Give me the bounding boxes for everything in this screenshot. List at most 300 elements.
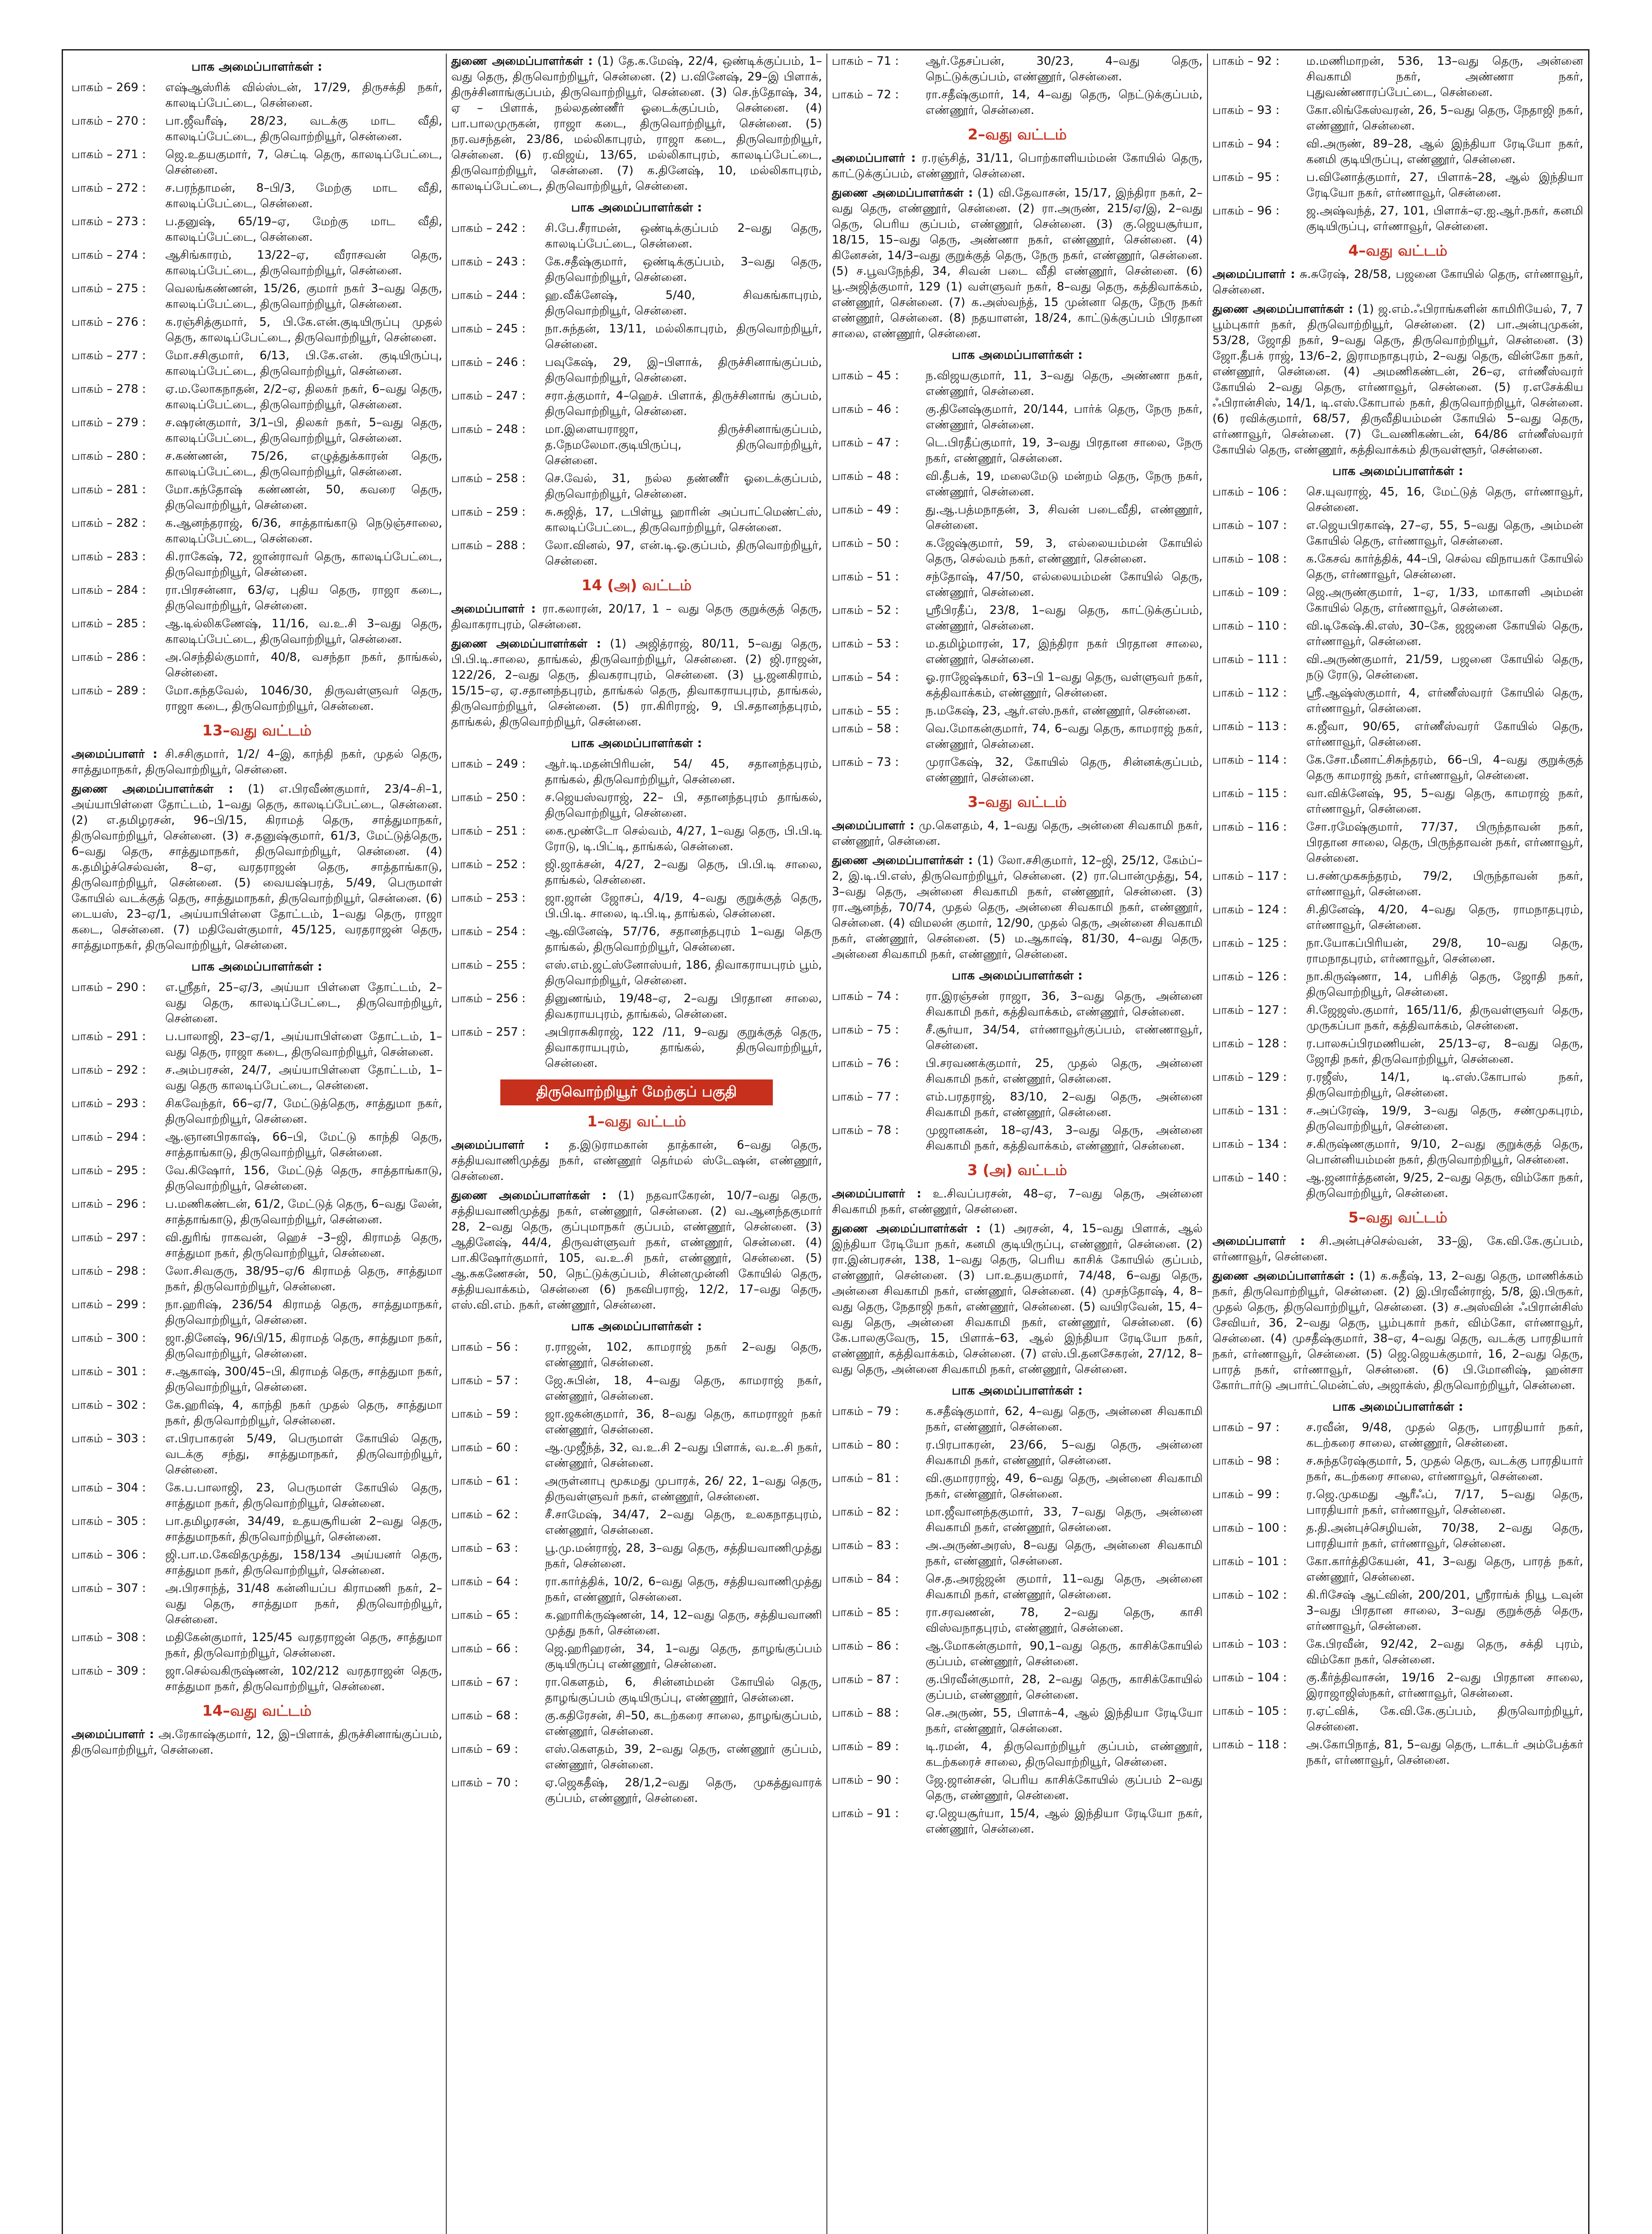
booth-organizer: ஆ.ஞானபிரகாஷ், 66–பி, மேட்டு காந்தி தெரு, சாத்தாங்காடு, திருவொற்றியூர், சென்னை.	[165, 1130, 442, 1159]
booth-organizer: மதிகேன்குமார், 125/45 வரதராஜன் தெரு, சாத்துமா நகர், திருவொற்றியூர், சென்னை.	[165, 1631, 442, 1660]
booth-entry	[71, 583, 442, 614]
booth-entry	[71, 348, 442, 379]
booth-organizer: கு.கதிரேசன், சி–50, கடற்கரை சாலை, தாழங்குப்பம், எண்ணூர், சென்னை.	[545, 1709, 822, 1738]
booth-number: பாகம் – 293 :	[71, 1097, 146, 1110]
booth-organizer: ப.சண்முகசுந்தரம், 79/2, பிருந்தாவன் நகர், எர்ணாவூர், சென்னை.	[1306, 869, 1583, 899]
booth-organizer: ஜெ.உதயகுமார், 7, செட்டி தெரு, காலடிப்பேட்டை, சென்னை.	[165, 148, 442, 177]
booth-number: பாகம் – 117 :	[1212, 869, 1287, 883]
booth-organizer: செ.யுவராஜ், 45, 16, மேட்டுத் தெரு, எர்ணாவூர், சென்னை.	[1306, 485, 1583, 514]
booth-entry	[71, 80, 442, 111]
booth-number: பாகம் – 81 :	[832, 1472, 899, 1485]
organizer-role-label: அமைப்பாளர் :	[451, 602, 536, 616]
ward-heading: 14–வது வட்டம்	[202, 1702, 312, 1719]
booth-entry	[1212, 1003, 1583, 1034]
booth-organizer: ச.ஷரன்குமார், 3/1–பி, திலகர் நகர், 5–வது தெரு, காலடிப்பேட்டை, திருவொற்றியூர், சென்னை.	[165, 416, 442, 445]
booth-organizer: கே.சதீஷ்குமார், ஒண்டிக்குப்பம், 3–வது தெரு, திருவொற்றியூர், சென்னை.	[545, 255, 822, 284]
booth-number: பாகம் – 84 :	[832, 1572, 899, 1586]
section-subheading: பாக அமைப்பாளர்கள் :	[571, 1319, 702, 1333]
ward-heading: 1–வது வட்டம்	[587, 1113, 686, 1130]
booth-number: பாகம் – 282 :	[71, 517, 146, 530]
booth-organizer: ஆர்.டி.மதன்பிரியன், 54/ 45, சதானந்தபுரம், தாங்கல், திருவொற்றியூர், சென்னை.	[545, 757, 822, 786]
organizer-role-label: அமைப்பாளர் :	[71, 1728, 154, 1741]
booth-number: பாகம் – 47 :	[832, 436, 899, 449]
booth-entry	[451, 957, 822, 989]
booth-organizer: அ.பிரசாந்த், 31/48 கன்னியப்ப கிராமணி நகர், 2–வது தெரு, சாத்துமா நகர், திருவொற்றியூர், சென்னை.	[165, 1582, 442, 1626]
booth-entry	[451, 254, 822, 286]
section-subheading: பாக அமைப்பாளர்கள் :	[952, 969, 1083, 983]
organizer-role-label: துணை அமைப்பாளர்கள் :	[451, 1189, 607, 1202]
booth-entry	[832, 1705, 1203, 1737]
booth-organizer: சோ.ரமேஷ்குமார், 77/37, பிருந்தாவன் நகர், பிரதான சாலை, தெரு, பிருந்தாவன் நகர், எர்ணாவூர், சென்னை.	[1306, 820, 1583, 865]
booth-organizer: வி.துரிங் ராகவன், ஹெச் –3–ஜி, கிராமத் தெரு, சாத்துமா நகர், திருவொற்றியூர், சென்னை.	[165, 1231, 442, 1260]
booth-number: பாகம் – 107 :	[1212, 519, 1287, 532]
booth-organizer: எஷ்ஆஸ்ரிக் வில்ஸ்டன், 17/29, திருசக்தி நகர், காலடிப்பேட்டை, சென்னை.	[165, 81, 442, 110]
booth-number: பாகம் – 251 :	[451, 824, 526, 838]
booth-entry	[1212, 170, 1583, 201]
organizer-text: சு.சுரேஷ், 28/58, பஜனை கோயில் தெரு, எர்ணாவூர், சென்னை.	[1212, 268, 1583, 297]
booth-number: பாகம் – 75 :	[832, 1023, 899, 1037]
booth-organizer: வெலங்கண்ணன், 15/26, குமார் நகர் 3–வது தெரு, காலடிப்பேட்டை, திருவொற்றியூர், சென்னை.	[165, 282, 442, 311]
booth-number: பாகம் – 253 :	[451, 891, 526, 905]
organizer-role-label: துணை அமைப்பாளர்கள் :	[832, 186, 973, 200]
booth-organizer: கு.பிரவீன்குமார், 28, 2–வது தெரு, காசிக்கோயில் குப்பம், எண்ணூர், சென்னை.	[926, 1673, 1203, 1702]
booth-entry	[71, 1062, 442, 1094]
booth-number: பாகம் – 291 :	[71, 1030, 146, 1043]
booth-organizer: க.ரஞ்சித்குமார், 5, பி.கே.என்.குடியிருப்பு முதல் தெரு, காலடிப்பேட்டை, திருவொற்றியூர், சென்னை.	[165, 315, 442, 344]
booth-number: பாகம் – 100 :	[1212, 1521, 1287, 1535]
booth-organizer: ரா.சரவணன், 78, 2–வது தெரு, காசி விஸ்வநாதபுரம், எண்ணூர், சென்னை.	[926, 1606, 1203, 1635]
booth-number: பாகம் – 104 :	[1212, 1671, 1287, 1684]
booth-entry	[832, 402, 1203, 433]
booth-entry	[451, 790, 822, 821]
organizer-role-label: அமைப்பாளர் :	[1212, 268, 1296, 281]
booth-number: பாகம் – 290 :	[71, 981, 146, 994]
booth-number: பாகம் – 245 :	[451, 322, 526, 336]
booth-number: பாகம் – 97 :	[1212, 1421, 1280, 1434]
booth-number: பாகம் – 58 :	[832, 722, 899, 735]
booth-entry	[451, 1608, 822, 1639]
booth-number: பாகம் – 92 :	[1212, 55, 1280, 68]
booth-organizer: ச.கிருஷ்ணகுமார், 9/10, 2–வது குறுக்குத் தெரு, பொன்னியம்மன் நகர், திருவொற்றியூர், சென்னை.	[1306, 1138, 1583, 1167]
booth-number: பாகம் – 88 :	[832, 1706, 899, 1720]
organizer-paragraph	[832, 1221, 1203, 1377]
booth-number: பாகம் – 65 :	[451, 1608, 519, 1622]
booth-entry	[451, 355, 822, 386]
booth-number: பாகம் – 72 :	[832, 88, 899, 101]
booth-entry	[832, 1504, 1203, 1536]
booth-organizer: லோ.வினல், 97, என்.டி.ஓ.குப்பம், திருவொற்றியூர், சென்னை.	[545, 539, 822, 568]
organizer-paragraph	[1212, 302, 1583, 458]
booth-organizer: ம.தமிழ்மாரன், 17, இந்திரா நகர் பிரதான சாலை, எண்ணூர், சென்னை.	[926, 637, 1203, 666]
organizer-text: ரா.கலாரன், 20/17, 1 – வது தெரு குறுக்குத் தெரு, திவாகராபுரம், சென்னை.	[451, 602, 822, 631]
booth-organizer: த.தி.அன்புச்செழியன், 70/38, 2–வது தெரு, பாரதியார் நகர், எர்ணாவூர், சென்னை.	[1306, 1521, 1583, 1550]
booth-entry	[71, 650, 442, 681]
booth-organizer: கே.சோ.மீனாட்சிசுந்தரம், 66–பி, 4–வது குறுக்குத் தெரு காமராஜ் நகர், எர்ணாவூர், சென்னை.	[1306, 753, 1583, 782]
booth-number: பாகம் – 54 :	[832, 671, 899, 684]
booth-number: பாகம் – 80 :	[832, 1438, 899, 1452]
booth-entry	[1212, 786, 1583, 817]
booth-organizer: மா.இளையராஜா, திருச்சினாங்குப்பம், த.நேமலேமா.குடியிருப்பு, திருவொற்றியூர், சென்னை.	[545, 423, 822, 467]
booth-organizer: ஜா.தினேஷ், 96/பி/15, கிராமத் தெரு, சாத்துமா நகர், திருவொற்றியூர், சென்னை.	[165, 1331, 442, 1361]
booth-entry	[832, 989, 1203, 1020]
booth-organizer: ர.பாலசுப்பிரமணியன், 25/13–ஏ, 8–வது தெரு, ஜோதி நகர், திருவொற்றியூர், சென்னை.	[1306, 1037, 1583, 1066]
booth-number: பாகம் – 46 :	[832, 403, 899, 416]
organizer-role-label: அமைப்பாளர் :	[832, 819, 914, 832]
booth-entry	[1212, 203, 1583, 235]
booth-entry	[451, 1708, 822, 1739]
booth-organizer: வி.தீபக், 19, மலைமேடு மன்றம் தெரு, நேரு நகர், எண்ணூர், சென்னை.	[926, 470, 1203, 499]
booth-number: பாகம் – 272 :	[71, 181, 146, 195]
booth-number: பாகம் – 52 :	[832, 604, 899, 617]
booth-organizer: சி.ஜேஜஸ்.குமார், 165/11/6, திருவள்ளுவர் தெரு, முருகப்பா நகர், கத்திவாக்கம், சென்னை.	[1306, 1004, 1583, 1033]
booth-number: பாகம் – 134 :	[1212, 1138, 1287, 1151]
booth-number: பாகம் – 48 :	[832, 470, 899, 483]
booth-entry	[71, 1264, 442, 1295]
booth-entry	[71, 616, 442, 647]
organizer-paragraph	[832, 1186, 1203, 1218]
booth-number: பாகம் – 292 :	[71, 1063, 146, 1077]
booth-entry	[71, 1630, 442, 1661]
booth-organizer: ரா.சதீஷ்குமார், 14, 4–வது தெரு, நெட்டுக்குப்பம், எண்ணூர், சென்னை.	[926, 88, 1203, 117]
booth-entry	[71, 1029, 442, 1060]
booth-entry	[832, 435, 1203, 466]
booth-number: பாகம் – 302 :	[71, 1398, 146, 1412]
organizer-text: சி.அன்புச்செல்வன், 33–இ, கே.வி.கே.குப்பம், எர்ணாவூர், சென்னை.	[1212, 1235, 1583, 1264]
booth-organizer: ரா.இரஞ்சன் ராஜா, 36, 3–வது தெரு, அன்னை சிவகாமி நகர், கத்திவாக்கம், எண்ணூர், சென்னை.	[926, 990, 1203, 1019]
booth-entry	[451, 991, 822, 1022]
booth-entry	[71, 549, 442, 580]
booth-organizer: வே.கிஷோர், 156, மேட்டுத் தெரு, சாத்தாங்காடு, திருவொற்றியூர், சென்னை.	[165, 1164, 442, 1193]
booth-number: பாகம் – 258 :	[451, 472, 526, 485]
booth-entry	[832, 721, 1203, 752]
organizer-text: உ.சிவப்பரசன், 48–ஏ, 7–வது தெரு, அன்னை சிவகாமி நகர், எண்ணூர், சென்னை.	[832, 1187, 1203, 1216]
booth-entry	[71, 482, 442, 513]
booth-entry	[451, 504, 822, 536]
booth-entry	[71, 1163, 442, 1194]
booth-number: பாகம் – 53 :	[832, 637, 899, 651]
booth-organizer: சந்தோஷ், 47/50, எல்லையம்மன் கோயில் தெரு, எண்ணூர், சென்னை.	[926, 570, 1203, 599]
booth-organizer: செ.த.அரஜ்ஜன் குமார், 11–வது தெரு, அன்னை சிவகாமி நகர், எண்ணூர், சென்னை.	[926, 1572, 1203, 1601]
booth-entry	[451, 321, 822, 353]
booth-organizer: ஜெ.அருண்குமார், 1–ஏ, 1/33, மாகாளி அம்மன் கோயில் தெரு, எர்ணாவூர், சென்னை.	[1306, 586, 1583, 615]
booth-number: பாகம் – 303 :	[71, 1432, 146, 1445]
booth-organizer: ஆ.முஜீந்த், 32, வ.உ.சி 2–வது பிளாக், வ.உ.சி நகர், எண்ணூர், சென்னை.	[545, 1441, 822, 1470]
booth-number: பாகம் – 250 :	[451, 791, 526, 804]
booth-entry	[71, 1480, 442, 1512]
booth-organizer: ஜா.ஜான் ஜோசப், 4/19, 4–வது குறுக்குத் தெரு, பி.பி.டி. சாலை, டி.பி.டி, தாங்கல், சென்னை.	[545, 891, 822, 920]
booth-number: பாகம் – 57 :	[451, 1374, 519, 1387]
section-subheading: பாக அமைப்பாளர்கள் :	[952, 348, 1083, 362]
booth-organizer: ச.ரவீன், 9/48, முதல் தெரு, பாரதியார் நகர், கடற்கரை சாலை, எண்ணூர், சென்னை.	[1306, 1421, 1583, 1450]
booth-number: பாகம் – 110 :	[1212, 619, 1287, 633]
organizer-paragraph	[451, 54, 822, 194]
booth-entry	[451, 388, 822, 420]
booth-organizer: சி.பே.சீராமன், ஒண்டிக்குப்பம் 2–வது தெரு, காலடிப்பேட்டை, சென்னை.	[545, 222, 822, 251]
organizer-paragraph	[71, 1727, 442, 1758]
booth-organizer: ர.ஜெ.முகமது ஆரீஃப், 7/17, 5–வது தெரு, பாரதியார் நகர், எர்ணாவூர், சென்னை.	[1306, 1488, 1583, 1517]
booth-organizer: ச.ஆகாஷ், 300/45–பி, கிராமத் தெரு, சாத்துமா நகர், திருவொற்றியூர், சென்னை.	[165, 1365, 442, 1394]
organizer-paragraph	[1212, 1268, 1583, 1394]
organizer-role-label: துணை அமைப்பாளர்கள் :	[832, 854, 973, 867]
booth-organizer: க.ஜீவா, 90/65, எர்ணீஸ்வரர் கோயில் தெரு, எர்ணாவூர், சென்னை.	[1306, 720, 1583, 749]
booth-entry	[451, 1675, 822, 1706]
booth-entry	[451, 1440, 822, 1471]
booth-entry	[832, 1056, 1203, 1087]
booth-number: பாகம் – 111 :	[1212, 653, 1287, 666]
booth-organizer: கு.கீர்த்திவாசன், 19/16 2–வது பிரதான சாலை, இராஜாஜிஸ்நகர், எர்ணாவூர், சென்னை.	[1306, 1671, 1583, 1700]
column-divider	[446, 54, 447, 2234]
booth-organizer: நா.ஹரிஷ், 236/54 கிராமத் தெரு, சாத்துமாநகர், திருவொற்றியூர், சென்னை.	[165, 1298, 442, 1327]
booth-entry	[71, 683, 442, 714]
booth-entry	[1212, 585, 1583, 616]
booth-entry	[832, 1772, 1203, 1804]
booth-entry	[71, 382, 442, 413]
ward-heading: 13–வது வட்டம்	[202, 722, 312, 739]
booth-number: பாகம் – 116 :	[1212, 820, 1287, 834]
booth-number: பாகம் – 105 :	[1212, 1705, 1287, 1718]
organizer-text: (1) தே.க.மேஷ், 22/4, ஒண்டிக்குப்பம், 1–வது தெரு, திருவொற்றியூர், சென்னை. (2) ப.வினேஷ், 29–இ பிளாக், திருச்சினாங்குப்பம், திருவொற்றியூர், சென்னை. (3) செ.ந்தோஷ், 34, ஏ – பிளாக், நல்லதண்ணீர் ஓடைக்குப்பம், சென்னை. (4) பா.பாலமுருகன், ராஜா கடை, திருவொற்றியூர், சென்னை. (5) நர.வசந்தன், 23/86, மல்லிகாபுரம், ராஜா கடை, திருவொற்றியூர், சென்னை. (6) ர.விஜய், 13/65, மல்லிகாபுரம், காலடிப்பேட்டை, திருவொற்றியூர், சென்னை. (7) க.தினேஷ், 10, மல்லிகாபுரம், காலடிப்பேட்டை, திருவொற்றியூர், சென்னை.	[451, 55, 822, 193]
booth-entry	[71, 113, 442, 145]
booth-entry	[1212, 719, 1583, 750]
booth-number: பாகம் – 273 :	[71, 215, 146, 228]
organizer-paragraph	[832, 853, 1203, 962]
booth-entry	[451, 1541, 822, 1572]
booth-number: பாகம் – 306 :	[71, 1548, 146, 1562]
booth-number: பாகம் – 284 :	[71, 584, 146, 597]
booth-entry	[451, 1507, 822, 1538]
booth-number: பாகம் – 275 :	[71, 282, 146, 295]
booth-entry	[71, 415, 442, 446]
booth-number: பாகம் – 79 :	[832, 1405, 899, 1418]
booth-entry	[832, 636, 1203, 668]
booth-number: பாகம் – 283 :	[71, 550, 146, 563]
booth-organizer: அ.கோபிநாத், 81, 5–வது தெரு, டாக்டர் அம்பேத்கர் நகர், எர்ணாவூர், சென்னை.	[1306, 1738, 1583, 1767]
booth-number: பாகம் – 298 :	[71, 1264, 146, 1278]
booth-entry	[451, 422, 822, 469]
booth-number: பாகம் – 91 :	[832, 1807, 899, 1820]
booth-number: பாகம் – 126 :	[1212, 970, 1287, 983]
booth-number: பாகம் – 248 :	[451, 423, 526, 436]
booth-organizer: க.ஜேஷ்குமார், 59, 3, எல்லையம்மன் கோயில் தெரு, செல்வம் நகர், எண்ணூர், சென்னை.	[926, 537, 1203, 566]
booth-organizer: கே.ப.பாலாஜி, 23, பெருமாள் கோயில் தெரு, சாத்துமா நகர், திருவொற்றியூர், சென்னை.	[165, 1481, 442, 1510]
booth-organizer: ஏ.ஜெயசூர்யா, 15/4, ஆல் இந்தியா ரேடியோ நகர், எண்ணூர், சென்னை.	[926, 1807, 1203, 1836]
booth-organizer: பி.சரவணக்குமார், 25, முதல் தெரு, அன்னை சிவகாமி நகர், எண்ணூர், சென்னை.	[926, 1057, 1203, 1086]
booth-entry	[832, 1571, 1203, 1603]
booth-number: பாகம் – 124 :	[1212, 903, 1287, 916]
booth-organizer: ச.ஜெயஸ்வராஜ், 22– பி, சதானந்தபுரம் தாங்கல், திருவொற்றியூர், சென்னை.	[545, 791, 822, 820]
booth-number: பாகம் – 244 :	[451, 289, 526, 302]
booth-organizer: ஜே.ஜான்சன், பெரிய காசிக்கோயில் குப்பம் 2–வது தெரு, எண்ணூர், சென்னை.	[926, 1773, 1203, 1802]
booth-number: பாகம் – 252 :	[451, 858, 526, 871]
booth-organizer: ர.ராஜன், 102, காமராஜ் நகர் 2–வது தெரு, எண்ணூர், சென்னை.	[545, 1340, 822, 1369]
booth-number: பாகம் – 127 :	[1212, 1004, 1287, 1017]
organizer-role-label: அமைப்பாளர் :	[832, 151, 916, 165]
booth-organizer: ப.தனுஷ், 65/19–ஏ, மேற்கு மாட வீதி, காலடிப்பேட்டை, சென்னை.	[165, 215, 442, 244]
column-3	[832, 54, 1203, 2234]
booth-number: பாகம் – 83 :	[832, 1539, 899, 1552]
booth-entry	[832, 755, 1203, 786]
booth-entry	[832, 703, 1203, 719]
booth-organizer: கோ.கார்த்திகேயன், 41, 3–வது தெரு, பாரத் நகர், எண்ணூர், சென்னை.	[1306, 1555, 1583, 1584]
booth-organizer: கே.ஹரிஷ், 4, காந்தி நகர் முதல் தெரு, சாத்துமா நகர், திருவொற்றியூர், சென்னை.	[165, 1398, 442, 1428]
booth-entry	[1212, 1637, 1583, 1668]
booth-entry	[71, 1364, 442, 1395]
organizer-text: சி.சசிகுமார், 1/2/ 4–இ, காந்தி நகர், முதல் தெரு, சாத்துமாநகர், திருவொற்றியூர், சென்னை.	[71, 747, 442, 777]
organizer-text: அ.ரேகாஷ்குமார், 12, இ–பிளாக், திருச்சினாங்குப்பம், திருவொற்றியூர், சென்னை.	[71, 1728, 442, 1757]
booth-number: பாகம் – 295 :	[71, 1164, 146, 1177]
booth-organizer: ஏ.ஜெகதீஷ், 28/1,2–வது தெரு, முகத்துவாரக் குப்பம், எண்ணூர், சென்னை.	[545, 1776, 822, 1805]
booth-entry	[832, 536, 1203, 567]
booth-entry	[1212, 1036, 1583, 1067]
organizer-text: (1) ஜ.எம்.ஃபிராங்களின் காமிரியேல், 7, 7 பூம்புகார் நகர், திருவொற்றியூர், சென்னை. (2) பா.அன்புமுகன், 53/28, ஜோதி நகர், 9–வது தெரு, திருவொற்றியூர், சென்னை. (3) ஜோ.தீபக் ராஜ், 13/6–2, இராமநாதபுரம், 2–வது தெரு, வின்கோ நகர், எண்ணூர், சென்னை. (4) அமணிகண்டன், 26–ஏ, எர்ணீஸ்வரர் கோயில் 2–வது தெரு, எர்ணாவூர், சென்னை. (5) ர.எசேக்கிய ஃபிரான்சிஸ், 14/1, டி.எஸ்.கோபால் நகர், திருவொற்றியூர், சென்னை. (6) ரவிக்குமார், 68/57, திருவீதியம்மன் கோயில் 5–வது தெரு, எர்ணாவூர், சென்னை. (7) டேவணிகண்டன், 64/86 எர்ணீஸ்வரர் கோயில் தெரு, எண்ணூர், கத்திவாக்கம் திருவள்ளூர், சென்னை.	[1212, 302, 1583, 457]
booth-organizer: எ.ஜெயபிரகாஷ், 27–ஏ, 55, 5–வது தெரு, அம்மன் கோயில் தெரு, எர்ணாவூர், சென்னை.	[1306, 519, 1583, 548]
region-banner: திருவொற்றியூர் மேற்குப் பகுதி	[500, 1079, 773, 1105]
organizer-paragraph	[1212, 1234, 1583, 1265]
booth-number: பாகம் – 286 :	[71, 651, 146, 664]
booth-entry	[1212, 551, 1583, 583]
booth-number: பாகம் – 309 :	[71, 1664, 146, 1678]
booth-entry	[451, 857, 822, 888]
booth-organizer: ச.பரந்தாமன், 8–பி/3, மேற்கு மாட வீதி, காலடிப்பேட்டை, சென்னை.	[165, 181, 442, 210]
booth-entry	[451, 756, 822, 788]
booth-organizer: சீ.சாமேஷ், 34/47, 2–வது தெரு, உலகநாதபுரம், எண்ணூர், சென்னை.	[545, 1508, 822, 1537]
booth-organizer: ஸ்ரீபிரதீப், 23/8, 1–வது தெரு, காட்டுக்குப்பம், எண்ணூர், சென்னை.	[926, 604, 1203, 633]
booth-number: பாகம் – 249 :	[451, 757, 526, 771]
booth-number: பாகம் – 69 :	[451, 1743, 519, 1756]
booth-organizer: ஆர்.தேசப்பன், 30/23, 4–வது தெரு, நெட்டுக்குப்பம், எண்ணூர், சென்னை.	[926, 55, 1203, 84]
booth-entry	[1212, 1170, 1583, 1201]
booth-entry	[71, 1514, 442, 1545]
booth-entry	[1212, 103, 1583, 134]
booth-entry	[1212, 1737, 1583, 1768]
booth-number: பாகம் – 74 :	[832, 990, 899, 1003]
booth-entry	[1212, 1487, 1583, 1518]
booth-number: பாகம் – 294 :	[71, 1130, 146, 1144]
booth-number: பாகம் – 49 :	[832, 503, 899, 517]
booth-entry	[832, 469, 1203, 500]
booth-entry	[832, 502, 1203, 533]
booth-organizer: கு.தினேஷ்குமார், 20/144, பார்க் தெரு, நேரு நகர், எண்ணூர், சென்னை.	[926, 403, 1203, 432]
organizer-text: ர.ரஞ்சித், 31/11, பொற்காளியம்மன் கோயில் தெரு, காட்டுக்குப்பம், எண்ணூர், சென்னை.	[832, 151, 1203, 181]
organizer-text: (1) நதவாகேரன், 10/7–வது தெரு, சத்தியவாணிமுத்து நகர், எண்ணூர், சென்னை. (2) வ.ஆனந்தகுமார் 28, 2–வது தெரு, குப்புமாநகர் குப்பம், எண்ணூர், சென்னை. (3) ஆதினேஷ், 44/4, திருவள்ளுவர் நகர், எண்ணூர், சென்னை. (4) பா.கிஷோர்குமார், 105, வ.உ.சி நகர், எண்ணூர், சென்னை. (5) ஆ.சுகணேசன், 50, நெட்டுக்குப்பம், சின்னமுன்னி கோயில் தெரு, சத்தியவாக்கம், சென்னை (6) நகவிபராஜ், 12/2, 17–வது தெரு, எஸ்.வி.எம். நகர், எண்ணூர், சென்னை.	[451, 1189, 822, 1312]
booth-organizer: ஜா.ஜகன்குமார், 36, 8–வது தெரு, காமராஜர் நகர் எண்ணூர், சென்னை.	[545, 1407, 822, 1436]
booth-entry	[71, 516, 442, 547]
booth-entry	[1212, 685, 1583, 717]
booth-number: பாகம் – 62 :	[451, 1508, 519, 1521]
booth-number: பாகம் – 87 :	[832, 1673, 899, 1686]
booth-entry	[832, 569, 1203, 600]
booth-number: பாகம் – 125 :	[1212, 936, 1287, 950]
booth-number: பாகம் – 296 :	[71, 1197, 146, 1211]
column-4	[1212, 54, 1583, 2234]
booth-organizer: பா.ஜீவரீஷ், 28/23, வடக்கு மாட வீதி, காலடிப்பேட்டை, திருவொற்றியூர், சென்னை.	[165, 114, 442, 143]
booth-organizer: சீ.சூர்யா, 34/54, எர்ணாவூர்குப்பம், எண்ணாவூர், சென்னை.	[926, 1023, 1203, 1052]
organizer-role-label: துணை அமைப்பாளர்கள் :	[832, 1222, 981, 1235]
booth-entry	[1212, 1070, 1583, 1101]
organizer-role-label: துணை அமைப்பாளர்கள் :	[1212, 302, 1354, 316]
booth-organizer: கி.ரிசேஷ் ஆட்வின், 200/201, ஸ்ரீராங்க் நியூ டவுன் 3–வது பிரதான சாலை, 3–வது குறுக்குத் தெரு, எர்ணாவூர், சென்னை.	[1306, 1588, 1583, 1633]
booth-entry	[71, 214, 442, 245]
booth-entry	[71, 1096, 442, 1127]
booth-number: பாகம் – 270 :	[71, 114, 146, 128]
organizer-role-label: துணை அமைப்பாளர்கள் :	[71, 782, 233, 796]
booth-entry	[832, 1404, 1203, 1435]
booth-entry	[1212, 54, 1583, 101]
booth-number: பாகம் – 246 :	[451, 356, 526, 369]
booth-organizer: எ.பிரபாகரன் 5/49, பெருமாள் கோயில் தெரு, வடக்கு சந்து, சாத்துமாநகர், திருவொற்றியூர், சென்னை.	[165, 1432, 442, 1477]
booth-organizer: எஸ்.கௌதம், 39, 2–வது தெரு, எண்ணூர் குப்பம், எண்ணூர், சென்னை.	[545, 1743, 822, 1772]
booth-number: பாகம் – 99 :	[1212, 1488, 1280, 1501]
booth-number: பாகம் – 129 :	[1212, 1071, 1287, 1084]
booth-organizer: மோ.கந்தவேல், 1046/30, திருவள்ளுவர் தெரு, ராஜா கடை, திருவொற்றியூர், சென்னை.	[165, 684, 442, 713]
booth-entry	[451, 1025, 822, 1071]
booth-organizer: நா.யோகப்பிரியன், 29/8, 10–வது தெரு, ராமநாதபுரம், எர்ணாவூர், சென்னை.	[1306, 936, 1583, 966]
organizer-text: (1) லோ.சசிகுமார், 12–ஜி, 25/12, கேம்ப்–2, இ.டி.பி.எஸ், திருவொற்றியூர், சென்னை. (2) ரா.பொன்முத்து, 54, 3–வது தெரு, அன்னை சிவகாமி நகர், எண்ணூர், சென்னை. (3) ரா.ஆனந்த், 70/74, முதல் தெரு, அன்னை சிவகாமி நகர், எண்ணூர், சென்னை. (4) விமலன் குமார், 12/90, முதல் தெரு, அன்னை சிவகாமி நகர், எண்ணூர், சென்னை. (5) ம.ஆகாஷ், 81/30, 4–வது தெரு, அன்னை சிவகாமி நகர், எண்ணூர், சென்னை.	[832, 854, 1203, 961]
booth-organizer: ர.ஏட்விக், கே.வி.கே.குப்பம், திருவொற்றியூர், சென்னை.	[1306, 1705, 1583, 1734]
booth-organizer: ப.வினோத்குமார், 27, பிளாக்–28, ஆல் இந்தியா ரேடியோ நகர், எர்ணாவூர், சென்னை.	[1306, 171, 1583, 200]
booth-number: பாகம் – 271 :	[71, 148, 146, 161]
booth-organizer: வெ.மோகன்குமார், 74, 6–வது தெரு, காமராஜ் நகர், எண்ணூர், சென்னை.	[926, 722, 1203, 751]
booth-entry	[451, 221, 822, 252]
section-subheading: பாக அமைப்பாளர்கள் :	[571, 736, 702, 750]
booth-organizer: பூ.மு.மன்ராஜ், 28, 3–வது தெரு, சத்தியவாணிமுத்து நகர், சென்னை.	[545, 1541, 822, 1571]
booth-organizer: டெ.பிரதீப்குமார், 19, 3–வது பிரதான சாலை, நேரு நகர், எண்ணூர், சென்னை.	[926, 436, 1203, 465]
section-subheading: பாக அமைப்பாளர்கள் :	[1332, 1400, 1463, 1414]
booth-entry	[1212, 1520, 1583, 1552]
booth-entry	[832, 1022, 1203, 1054]
booth-number: பாகம் – 82 :	[832, 1505, 899, 1519]
column-divider	[1207, 54, 1208, 2234]
booth-number: பாகம் – 247 :	[451, 389, 526, 403]
booth-organizer: ஆ.டில்லிகணேஷ், 11/16, வ.உ.சி 3–வது தெரு, காலடிப்பேட்டை, திருவொற்றியூர், சென்னை.	[165, 617, 442, 646]
booth-organizer: ரா.பிரசன்னா, 63/ஏ, புதிய தெரு, ராஜா கடை, திருவொற்றியூர், சென்னை.	[165, 584, 442, 613]
booth-number: பாகம் – 304 :	[71, 1481, 146, 1495]
booth-organizer: ப.பாலாஜி, 23–ஏ/1, அய்யாபிள்ளை தோட்டம், 1–வது தெரு, ராஜா கடை, திருவொற்றியூர், சென்னை.	[165, 1030, 442, 1059]
booth-entry	[1212, 518, 1583, 549]
booth-entry	[1212, 136, 1583, 168]
booth-organizer: ஓ.ராஜேஷ்கமர், 63–பி 1–வது தெரு, வள்ளுவர் நகர், கத்திவாக்கம், எண்ணூர், சென்னை.	[926, 671, 1203, 700]
booth-number: பாகம் – 269 :	[71, 81, 146, 94]
booth-organizer: எஸ்.எம்.ஜட்ஸ்னோஸ்யர், 186, திவாகராயபுரம் பூம், திருவொற்றியூர், சென்னை.	[545, 958, 822, 987]
booth-entry	[1212, 819, 1583, 866]
booth-entry	[1212, 618, 1583, 650]
booth-number: பாகம் – 96 :	[1212, 204, 1280, 218]
booth-entry	[832, 1089, 1203, 1121]
booth-entry	[71, 315, 442, 346]
booth-number: பாகம் – 90 :	[832, 1773, 899, 1787]
booth-organizer: ச.அப்ரேஷ், 19/9, 3–வது தெரு, சண்முகபுரம், திருவொற்றியூர், சென்னை.	[1306, 1104, 1583, 1133]
ward-heading: 14 (அ) வட்டம்	[581, 576, 692, 594]
booth-entry	[1212, 1704, 1583, 1735]
booth-entry	[71, 1130, 442, 1161]
booth-entry	[832, 1739, 1203, 1770]
booth-organizer: அபிராசுகிராஜ், 122 /11, 9–வது குறுக்குத் தெரு, திவாகராயபுரம், தாங்கல், திருவொற்றியூர், சென்னை.	[545, 1025, 822, 1070]
booth-number: பாகம் – 140 :	[1212, 1171, 1287, 1184]
booth-organizer: ச.கண்ணன், 75/26, எழுத்துக்காரன் தெரு, காலடிப்பேட்டை, திருவொற்றியூர், சென்னை.	[165, 449, 442, 479]
booth-number: பாகம் – 66 :	[451, 1642, 519, 1655]
booth-organizer: பவுகேஷ், 29, இ–பிளாக், திருச்சினாங்குப்பம், திருவொற்றியூர், சென்னை.	[545, 356, 822, 385]
booth-number: பாகம் – 73 :	[832, 756, 899, 769]
booth-number: பாகம் – 71 :	[832, 55, 899, 68]
organizer-role-label: துணை அமைப்பாளர்கள் :	[1212, 1269, 1354, 1283]
booth-organizer: வா.விக்னேஷ், 95, 5–வது தெரு, காமராஜ் நகர், எர்ணாவூர், சென்னை.	[1306, 787, 1583, 816]
booth-entry	[71, 147, 442, 178]
booth-entry	[71, 1398, 442, 1429]
booth-number: பாகம் – 108 :	[1212, 552, 1287, 566]
booth-number: பாகம் – 279 :	[71, 416, 146, 429]
booth-entry	[451, 1574, 822, 1605]
organizer-role-label: துணை அமைப்பாளர்கள் :	[451, 55, 593, 68]
